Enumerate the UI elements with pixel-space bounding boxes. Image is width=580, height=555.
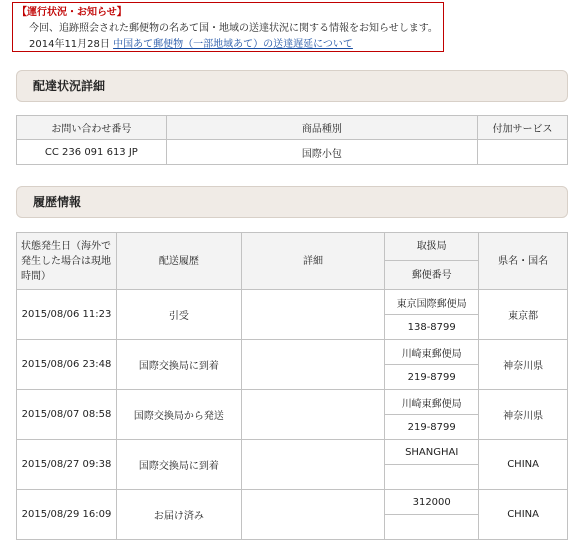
detail-cell	[241, 340, 384, 390]
history-row	[17, 340, 568, 365]
header-event-date: 状態発生日（海外で発生した場合は現地時間）	[17, 233, 117, 290]
notice-date: 2014年11月28日	[29, 39, 110, 50]
office-cell: 川崎東郵便局	[385, 390, 479, 415]
delivery-section-title: 配達状況詳細	[16, 70, 568, 102]
header-detail: 詳細	[241, 233, 384, 290]
service-notice-box	[12, 2, 444, 52]
postal-code-cell	[385, 515, 479, 540]
header-additional-service: 付加サービス	[478, 116, 568, 140]
event-date-cell: 2015/08/06 11:23	[17, 290, 117, 340]
history-section-title: 履歴情報	[16, 186, 568, 218]
event-date-cell: 2015/08/07 08:58	[17, 390, 117, 440]
office-cell: 川崎東郵便局	[385, 340, 479, 365]
status-cell: お届け済み	[116, 490, 241, 540]
header-item-type: 商品種別	[166, 116, 477, 140]
event-date-cell: 2015/08/29 16:09	[17, 490, 117, 540]
region-cell: 東京都	[479, 290, 568, 340]
notice-title: 【運行状況・お知らせ】	[17, 7, 127, 18]
event-date-cell: 2015/08/06 23:48	[17, 340, 117, 390]
postal-code-cell	[385, 465, 479, 490]
region-cell: CHINA	[479, 490, 568, 540]
header-office: 取扱局	[385, 233, 479, 261]
office-cell: 東京国際郵便局	[385, 290, 479, 315]
postal-code-cell: 219-8799	[385, 415, 479, 440]
history-row	[17, 490, 568, 515]
item-type-cell: 国際小包	[166, 140, 477, 165]
history-row	[17, 390, 568, 415]
postal-code-cell: 219-8799	[385, 365, 479, 390]
delivery-details-table	[16, 115, 568, 165]
detail-cell	[241, 440, 384, 490]
region-cell: 神奈川県	[479, 340, 568, 390]
history-row	[17, 290, 568, 315]
detail-cell	[241, 290, 384, 340]
detail-cell	[241, 490, 384, 540]
region-cell: 神奈川県	[479, 390, 568, 440]
postal-code-cell: 138-8799	[385, 315, 479, 340]
status-cell: 引受	[116, 290, 241, 340]
notice-link[interactable]: 中国あて郵便物（一部地域あて）の送達遅延について	[113, 39, 353, 50]
status-cell: 国際交換局に到着	[116, 440, 241, 490]
status-cell: 国際交換局から発送	[116, 390, 241, 440]
region-cell: CHINA	[479, 440, 568, 490]
history-row	[17, 440, 568, 465]
header-postal-code: 郵便番号	[385, 261, 479, 290]
header-region: 県名・国名	[479, 233, 568, 290]
tracking-number-cell: CC 236 091 613 JP	[17, 140, 167, 165]
history-table	[16, 232, 568, 540]
header-tracking-number: お問い合わせ番号	[17, 116, 167, 140]
office-cell: SHANGHAI	[385, 440, 479, 465]
detail-cell	[241, 390, 384, 440]
status-cell: 国際交換局に到着	[116, 340, 241, 390]
office-cell: 312000	[385, 490, 479, 515]
event-date-cell: 2015/08/27 09:38	[17, 440, 117, 490]
notice-message: 今回、追跡照会された郵便物の名あて国・地域の送達状況に関する情報をお知らせします。	[29, 23, 438, 34]
header-delivery-status: 配送履歴	[116, 233, 241, 290]
additional-service-cell	[478, 140, 568, 165]
